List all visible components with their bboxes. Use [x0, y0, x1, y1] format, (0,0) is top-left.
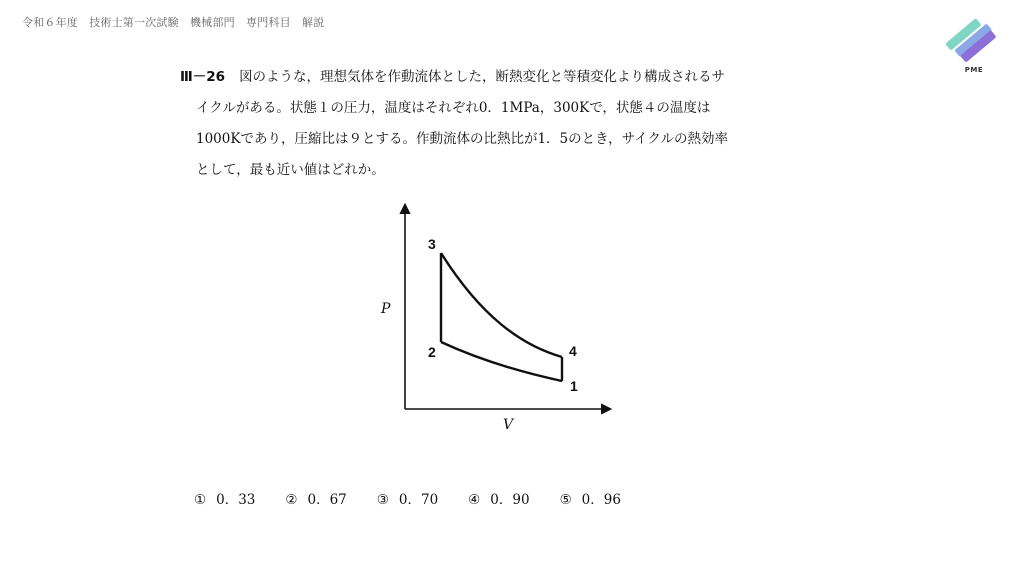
choice-4[interactable] — [468, 488, 529, 508]
pme-logo — [946, 10, 1002, 76]
problem-line-3: 1000Kであり，圧縮比は９とする。作動流体の比熱比が1．5のとき，サイクルの熱効率 — [196, 131, 728, 147]
axis-label-v: V — [503, 417, 514, 433]
choice-2[interactable] — [285, 488, 346, 508]
isentropic-expansion-curve — [441, 253, 562, 357]
choice-number: ④ — [468, 492, 481, 508]
state-label-2: 2 — [428, 344, 436, 360]
state-label-1: 1 — [570, 378, 578, 394]
axis-label-p: P — [381, 301, 391, 317]
choice-value: 0．96 — [581, 492, 621, 508]
page-header-title: 令和６年度 技術士第一次試験 機械部門 専門科目 解説 — [22, 16, 325, 29]
choice-number: ③ — [376, 492, 389, 508]
problem-text-1: 図のような，理想気体を作動流体とした，断熱変化と等積変化より構成されるサ — [239, 69, 726, 85]
state-label-4: 4 — [569, 343, 577, 359]
problem-statement — [180, 62, 820, 186]
choice-number: ② — [285, 492, 298, 508]
answer-choices — [194, 488, 621, 508]
problem-number: Ⅲ－26 — [180, 69, 226, 85]
choice-value: 0．90 — [490, 492, 530, 508]
choice-5[interactable] — [560, 488, 621, 508]
isentropic-compression-curve — [441, 342, 562, 381]
choice-number: ⑤ — [559, 492, 572, 508]
pme-logo-icon — [946, 10, 1002, 66]
problem-line-4: として，最も近い値はどれか。 — [196, 162, 385, 178]
pv-diagram — [370, 195, 630, 440]
choice-3[interactable] — [377, 488, 438, 508]
choice-value: 0．67 — [307, 492, 347, 508]
problem-line-1 — [180, 62, 820, 93]
problem-line-2: イクルがある。状態１の圧力，温度はそれぞれ0．1MPa，300Kで，状態４の温度は — [196, 100, 711, 116]
choice-number: ① — [194, 492, 207, 508]
state-label-3: 3 — [428, 236, 436, 252]
choice-value: 0．33 — [216, 492, 256, 508]
choice-value: 0．70 — [398, 492, 439, 508]
pv-diagram-svg — [370, 195, 630, 440]
logo-text: PME — [964, 66, 984, 74]
choice-1[interactable] — [194, 488, 255, 508]
